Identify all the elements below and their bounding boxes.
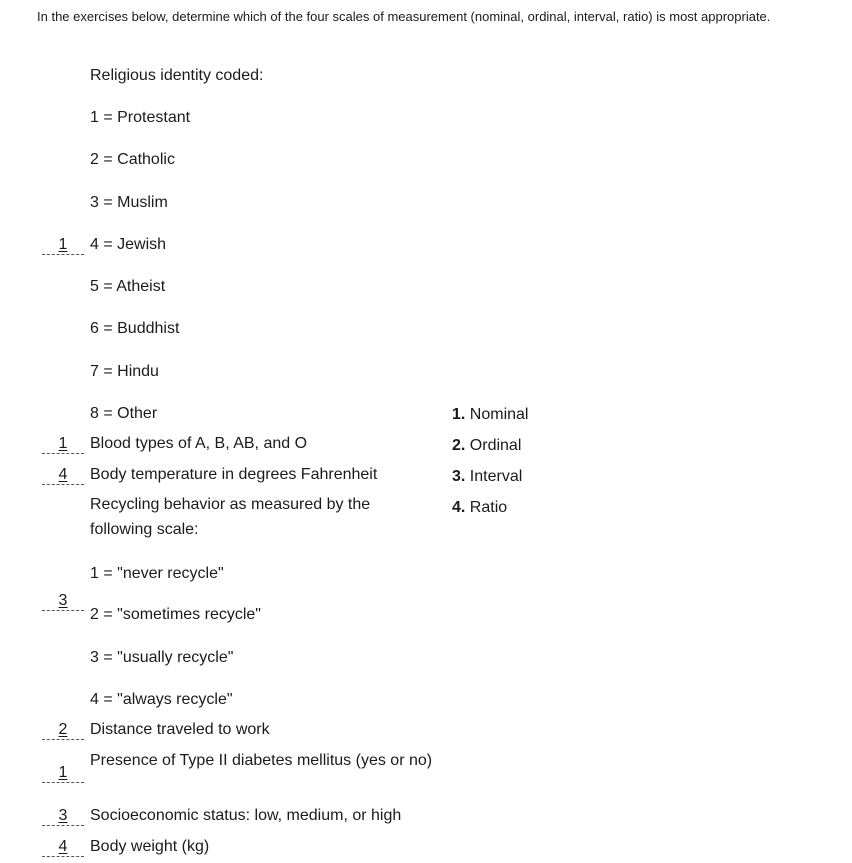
item-1-line-2: 1 = Protestant <box>90 109 191 126</box>
answer-item-7[interactable]: 3 <box>42 807 84 826</box>
item-4-line-4: 3 = "usually recycle" <box>90 649 234 666</box>
item-1-line-6: 5 = Atheist <box>90 278 166 295</box>
answer-item-8[interactable]: 4 <box>42 838 84 857</box>
answer-item-5[interactable]: 2 <box>42 721 84 740</box>
answer-item-2[interactable]: 1 <box>42 435 84 454</box>
item-1-line-3: 2 = Catholic <box>90 151 175 168</box>
item-7-line-1: Socioeconomic status: low, medium, or high <box>90 807 402 824</box>
instructions: In the exercises below, determine which of the four scales of measurement (nominal, ordinal, interval, ratio) is most appropriate. <box>37 9 771 24</box>
answer-item-4[interactable]: 3 <box>42 592 84 611</box>
item-1-line-1: Religious identity coded: <box>90 67 264 84</box>
item-8-line-1: Body weight (kg) <box>90 838 210 855</box>
item-3-line-1: Body temperature in degrees Fahrenheit <box>90 466 378 483</box>
item-1-line-4: 3 = Muslim <box>90 194 168 211</box>
answer-item-1[interactable]: 1 <box>42 236 84 255</box>
item-5-line-1: Distance traveled to work <box>90 721 270 738</box>
item-4-line-1: Recycling behavior as measured by the following scale: <box>90 496 371 538</box>
item-4-line-3: 2 = "sometimes recycle" <box>90 606 261 623</box>
legend-item-ordinal: 2. Ordinal <box>452 437 522 454</box>
item-2-line-1: Blood types of A, B, AB, and O <box>90 435 308 452</box>
item-4-line-5: 4 = "always recycle" <box>90 691 233 708</box>
item-6-line-1: Presence of Type II diabetes mellitus (yes or no) <box>90 752 433 769</box>
answer-item-6[interactable]: 1 <box>42 764 84 783</box>
item-1-line-5: 4 = Jewish <box>90 236 167 253</box>
legend-item-nominal: 1. Nominal <box>452 406 529 423</box>
item-1-line-9: 8 = Other <box>90 405 158 422</box>
item-1-line-8: 7 = Hindu <box>90 363 159 380</box>
item-4-line-2: 1 = "never recycle" <box>90 565 224 582</box>
item-1-line-7: 6 = Buddhist <box>90 320 180 337</box>
answer-item-3[interactable]: 4 <box>42 466 84 485</box>
legend-item-ratio: 4. Ratio <box>452 499 508 516</box>
scale-legend <box>452 402 528 526</box>
legend-item-interval: 3. Interval <box>452 468 523 485</box>
